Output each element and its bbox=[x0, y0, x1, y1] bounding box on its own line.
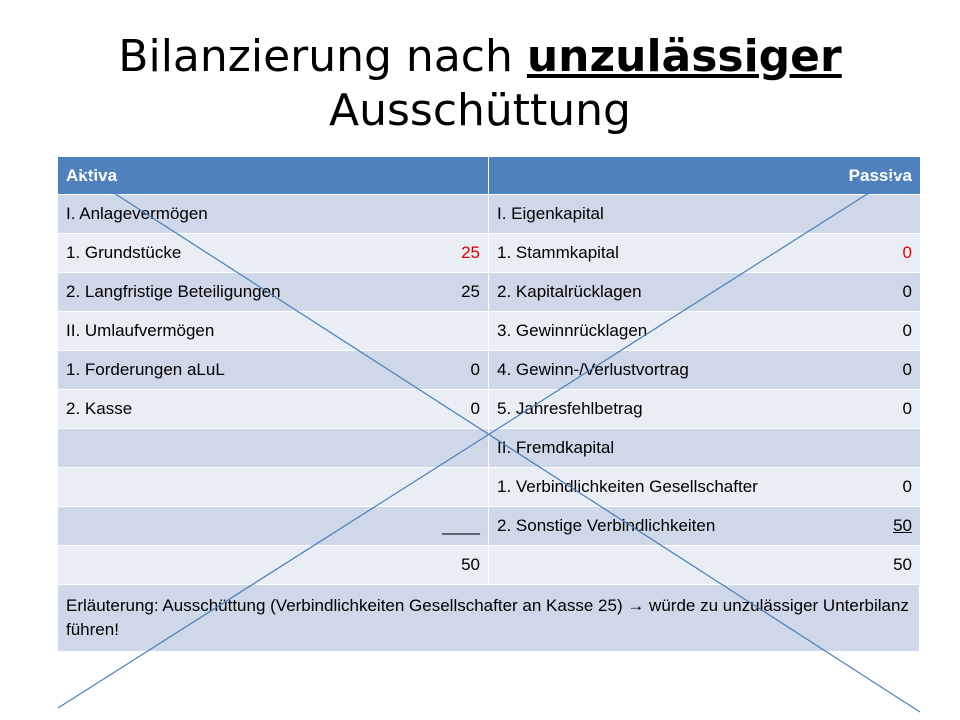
passiva-value: 0 bbox=[902, 360, 912, 379]
passiva-value: 50 bbox=[893, 516, 912, 535]
aktiva-sum-line: ____ bbox=[442, 516, 480, 535]
aktiva-label: 2. Kasse bbox=[66, 399, 133, 418]
aktiva-label: I. Anlagevermögen bbox=[66, 204, 208, 223]
aktiva-label: II. Umlaufvermögen bbox=[66, 321, 215, 340]
passiva-value: 0 bbox=[902, 243, 912, 262]
passiva-label: 4. Gewinn-/Verlustvortrag bbox=[497, 360, 689, 379]
aktiva-value: 0 bbox=[470, 360, 480, 379]
aktiva-total: 50 bbox=[461, 555, 480, 574]
aktiva-value: 25 bbox=[461, 243, 480, 262]
title-part2: Ausschüttung bbox=[328, 85, 631, 136]
title-emphasis: unzulässiger bbox=[526, 31, 842, 82]
passiva-label: 2. Sonstige Verbindlichkeiten bbox=[497, 516, 716, 535]
passiva-label: 3. Gewinnrücklagen bbox=[497, 321, 648, 340]
passiva-label: I. Eigenkapital bbox=[497, 204, 604, 223]
header-passiva: Passiva bbox=[848, 165, 912, 185]
aktiva-label: 2. Langfristige Beteiligungen bbox=[66, 282, 281, 301]
title-part1: Bilanzierung nach bbox=[118, 31, 527, 82]
cross-line-2 bbox=[58, 170, 905, 708]
aktiva-label: 1. Grundstücke bbox=[66, 243, 182, 262]
passiva-value: 0 bbox=[902, 477, 912, 496]
passiva-label: II. Fremdkapital bbox=[497, 438, 615, 457]
aktiva-label: 1. Forderungen aLuL bbox=[66, 360, 225, 379]
passiva-label: 2. Kapitalrücklagen bbox=[497, 282, 642, 301]
passiva-value: 0 bbox=[902, 399, 912, 418]
aktiva-value: 0 bbox=[470, 399, 480, 418]
passiva-total: 50 bbox=[893, 555, 912, 574]
aktiva-value: 25 bbox=[461, 282, 480, 301]
passiva-label: 1. Verbindlichkeiten Gesellschafter bbox=[497, 477, 758, 496]
passiva-label: 5. Jahresfehlbetrag bbox=[497, 399, 643, 418]
passiva-label: 1. Stammkapital bbox=[497, 243, 619, 262]
passiva-value: 0 bbox=[902, 282, 912, 301]
footnote-text: Erläuterung: Ausschüttung (Verbindlichkeiten Gesellschafter an Kasse 25) → würde zu unzulässiger Unterbilanz führen! bbox=[58, 585, 920, 651]
header-aktiva: Aktiva bbox=[58, 157, 489, 194]
passiva-value: 0 bbox=[902, 321, 912, 340]
